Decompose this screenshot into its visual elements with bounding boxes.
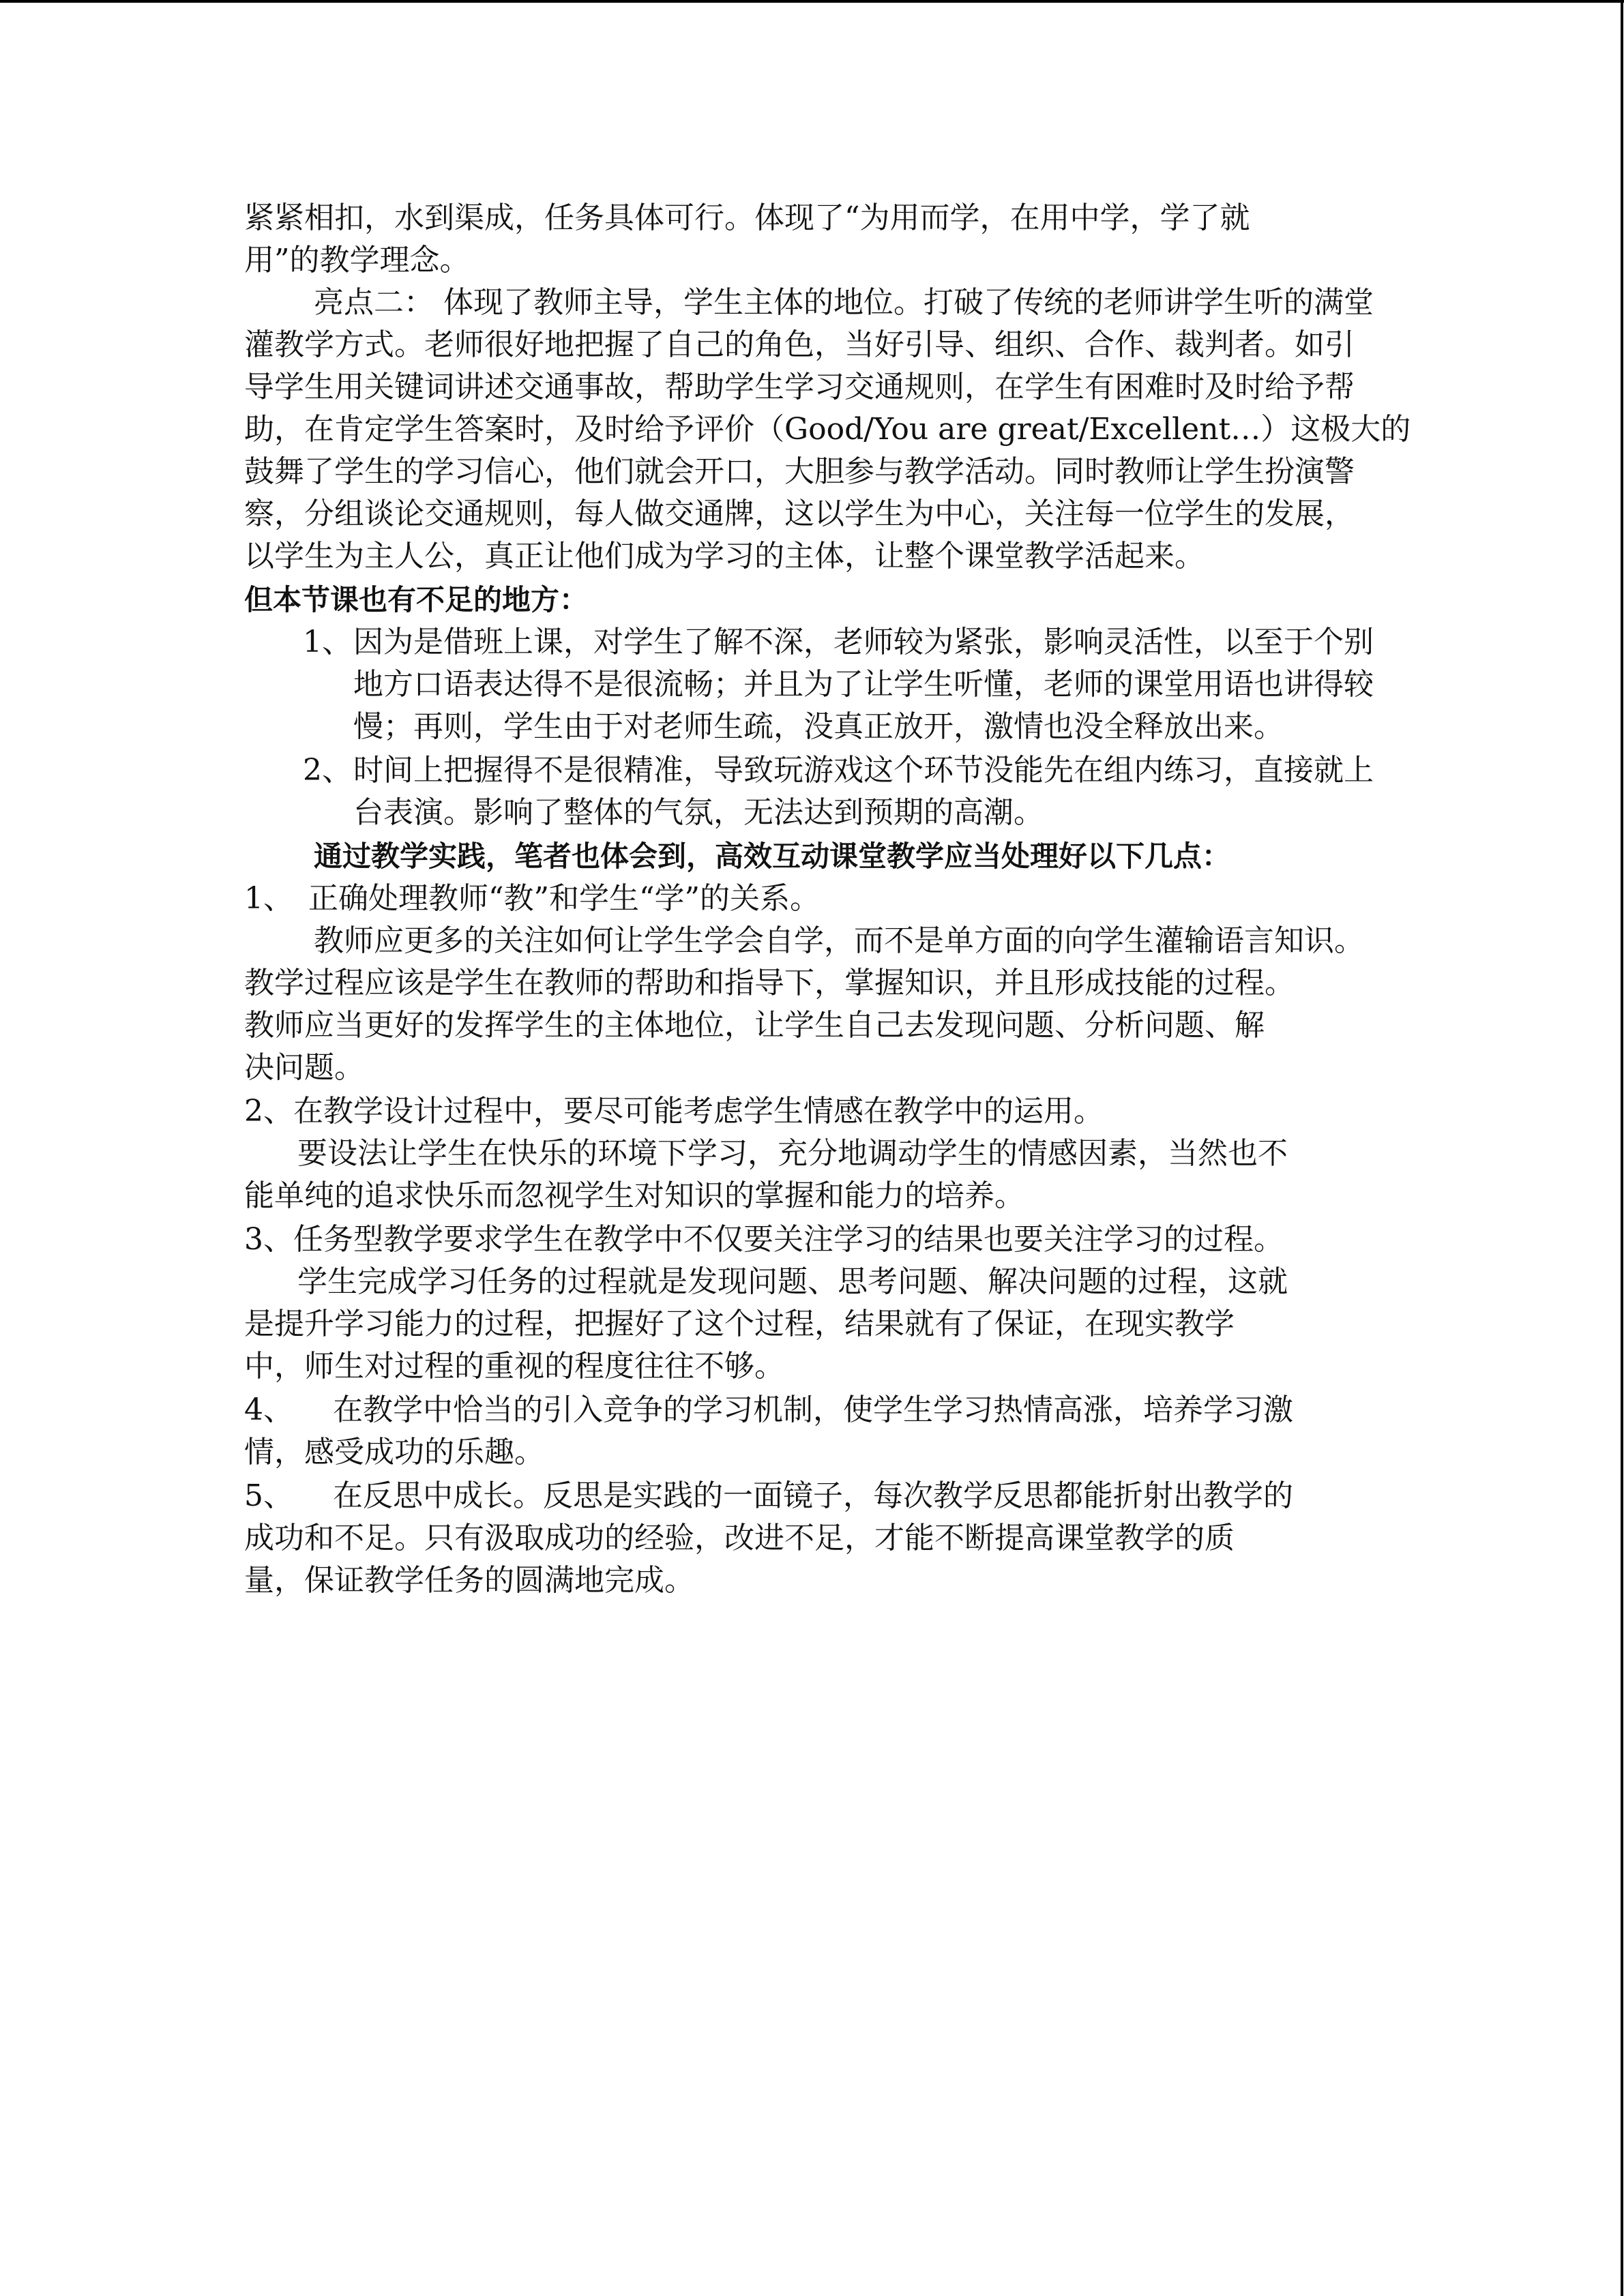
highlight2-line-5: 鼓舞了学生的学习信心，他们就会开口，大胆参与教学活动。同时教师让学生扮演警 (244, 454, 1355, 489)
shortcoming-2-line-1: 时间上把握得不是很精准，导致玩游戏这个环节没能先在组内练习，直接就上 (353, 753, 1374, 788)
lesson-2-title: 2、在教学设计过程中，要尽可能考虑学生情感在教学中的运用。 (244, 1094, 1104, 1129)
lesson-1-line-2: 教学过程应该是学生在教师的帮助和指导下，掌握知识，并且形成技能的过程。 (244, 966, 1295, 1000)
shortcoming-2-line-2: 台表演。影响了整体的气氛，无法达到预期的高潮。 (353, 795, 1044, 830)
shortcoming-1-line-1: 因为是借班上课，对学生了解不深，老师较为紧张，影响灵活性，以至于个别 (353, 625, 1374, 659)
lesson-5-line-3: 量，保证教学任务的圆满地完成。 (244, 1563, 694, 1598)
lesson-5-number: 5、 (244, 1478, 293, 1513)
highlight2-line-1: 亮点二： 体现了教师主导，学生主体的地位。打破了传统的老师讲学生听的满堂 (314, 285, 1374, 320)
highlight2-line-7: 以学生为主人公，真正让他们成为学习的主体，让整个课堂教学活起来。 (244, 539, 1205, 573)
lesson-3-line-2: 是提升学习能力的过程，把握好了这个过程，结果就有了保证，在现实教学 (244, 1307, 1235, 1341)
lesson-1-title: 正确处理教师“教”和学生“学”的关系。 (308, 881, 820, 916)
lesson-4-number: 4、 (244, 1392, 293, 1427)
lesson-2-line-2: 能单纯的追求快乐而忽视学生对知识的掌握和能力的培养。 (244, 1178, 1024, 1213)
lesson-5-line-2: 成功和不足。只有汲取成功的经验，改进不足，才能不断提高课堂教学的质 (244, 1521, 1235, 1555)
lesson-3-line-3: 中，师生对过程的重视的程度往往不够。 (244, 1349, 784, 1384)
lesson-1-line-1: 教师应更多的关注如何让学生学会自学，而不是单方面的向学生灌输语言知识。 (314, 923, 1364, 958)
highlight2-line-4: 助，在肯定学生答案时，及时给予评价（Good/You are great/Excellent…）这极大的 (244, 412, 1411, 447)
lesson-1-line-4: 决问题。 (244, 1050, 364, 1085)
lesson-4-line-1: 在教学中恰当的引入竞争的学习机制，使学生学习热情高涨，培养学习激 (333, 1392, 1293, 1427)
shortcomings-heading: 但本节课也有不足的地方： (244, 583, 589, 616)
lessons-heading: 通过教学实践，笔者也体会到，高效互动课堂教学应当处理好以下几点： (314, 839, 1231, 873)
shortcoming-1-number: 1、 (303, 625, 352, 659)
intro-line-2: 用”的教学理念。 (244, 243, 470, 278)
lesson-3-line-1: 学生完成学习任务的过程就是发现问题、思考问题、解决问题的过程，这就 (297, 1264, 1288, 1299)
page-top-border (0, 0, 1624, 3)
highlight2-line-2: 灌教学方式。老师很好地把握了自己的角色，当好引导、组织、合作、裁判者。如引 (244, 327, 1355, 362)
lesson-1-line-3: 教师应当更好的发挥学生的主体地位，让学生自己去发现问题、分析问题、解 (244, 1008, 1265, 1043)
lesson-5-line-1: 在反思中成长。反思是实践的一面镜子，每次教学反思都能折射出教学的 (333, 1478, 1293, 1513)
shortcoming-2-number: 2、 (303, 753, 352, 788)
lesson-1-number: 1、 (244, 881, 293, 916)
lesson-2-line-1: 要设法让学生在快乐的环境下学习，充分地调动学生的情感因素，当然也不 (297, 1136, 1288, 1171)
page-right-border (1621, 0, 1623, 2296)
highlight2-line-3: 导学生用关键词讲述交通事故，帮助学生学习交通规则，在学生有困难时及时给予帮 (244, 370, 1355, 404)
shortcoming-1-line-2: 地方口语表达得不是很流畅；并且为了让学生听懂，老师的课堂用语也讲得较 (353, 667, 1374, 702)
shortcoming-1-line-3: 慢；再则，学生由于对老师生疏，没真正放开，激情也没全释放出来。 (353, 709, 1284, 744)
lesson-4-line-2: 情，感受成功的乐趣。 (244, 1435, 544, 1470)
lesson-3-title: 3、任务型教学要求学生在教学中不仅要关注学习的结果也要关注学习的过程。 (244, 1222, 1284, 1257)
intro-line-1: 紧紧相扣，水到渠成，任务具体可行。体现了“为用而学，在用中学，学了就 (244, 200, 1250, 235)
highlight2-line-6: 察，分组谈论交通规则，每人做交通牌，这以学生为中心，关注每一位学生的发展， (244, 496, 1355, 531)
